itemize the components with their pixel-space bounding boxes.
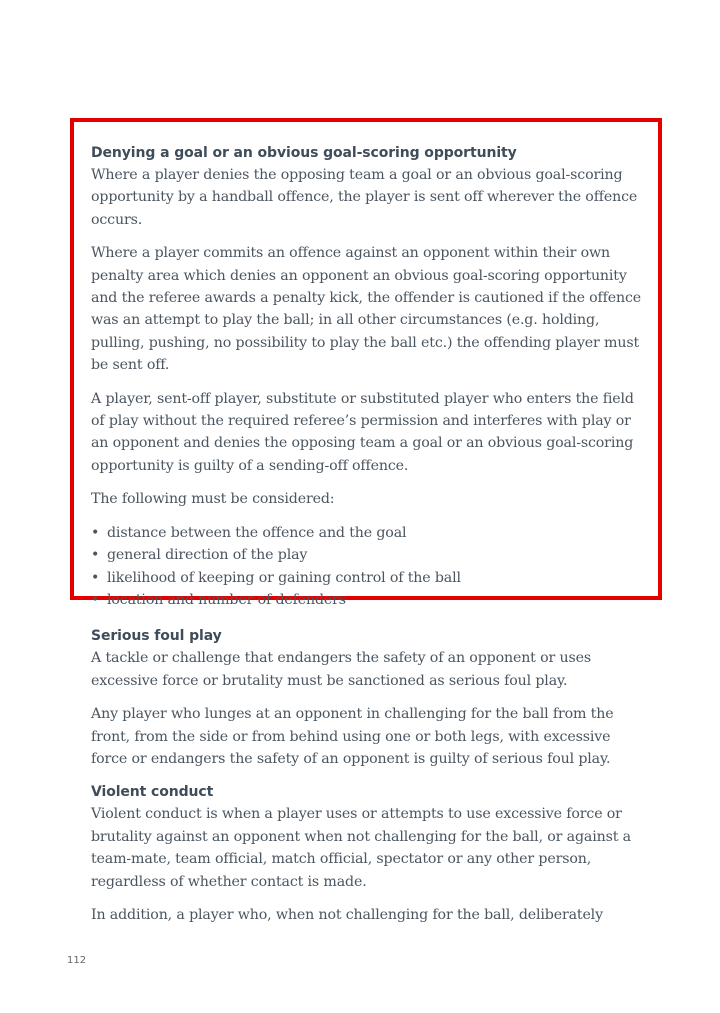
considerations-list [91, 522, 646, 612]
list-item: • likelihood of keeping or gaining control of the ball [91, 567, 646, 589]
list-item: • distance between the offence and the goal [91, 522, 646, 544]
paragraph: In addition, a player who, when not challenging for the ball, deliberately [91, 906, 603, 923]
section-heading-denying-goal: Denying a goal or an obvious goal-scoring opportunity [91, 145, 517, 161]
list-item: • general direction of the play [91, 544, 646, 566]
page-number: 112 [67, 955, 87, 966]
section-heading-serious-foul-play: Serious foul play [91, 628, 222, 645]
paragraph: Where a player denies the opposing team a goal or an obvious goal-scoring opportunity by a handball offence, the player is sent off wherever the offence occurs. [91, 167, 638, 228]
list-item: • location and number of defenders [91, 589, 646, 611]
paragraph: Violent conduct is when a player uses or attempts to use excessive force or brutality against an opponent when not challenging for the ball, or against a team-mate, team official, match official, spectator or any other person, regardless of whether contact is made. [91, 806, 631, 890]
page-content [91, 142, 646, 937]
section-heading-violent-conduct: Violent conduct [91, 784, 214, 801]
paragraph: A tackle or challenge that endangers the safety of an opponent or uses excessive force or brutality must be sanctioned as serious foul play. [91, 650, 591, 689]
paragraph: A player, sent-off player, substitute or substituted player who enters the field of play without the required referee’s permission and interferes with play or an opponent and denies the opposing team a goal or an obvious goal-scoring opportunity is guilty of a sending-off offence. [91, 390, 634, 474]
paragraph: Any player who lunges at an opponent in challenging for the ball from the front, from the side or from behind using one or both legs, with excessive force or endangers the safety of an opponent is guilty of serious foul play. [91, 706, 614, 767]
paragraph: The following must be considered: [91, 491, 335, 508]
paragraph: Where a player commits an offence against an opponent within their own penalty area which denies an opponent an obvious goal-scoring opportunity and the referee awards a penalty kick, the offender is cautioned if the offence was an attempt to play the ball; in all other circumstances (e.g. holding, pulling, pushing, no possibility to play the ball etc.) the offending player must be sent off. [91, 245, 642, 374]
